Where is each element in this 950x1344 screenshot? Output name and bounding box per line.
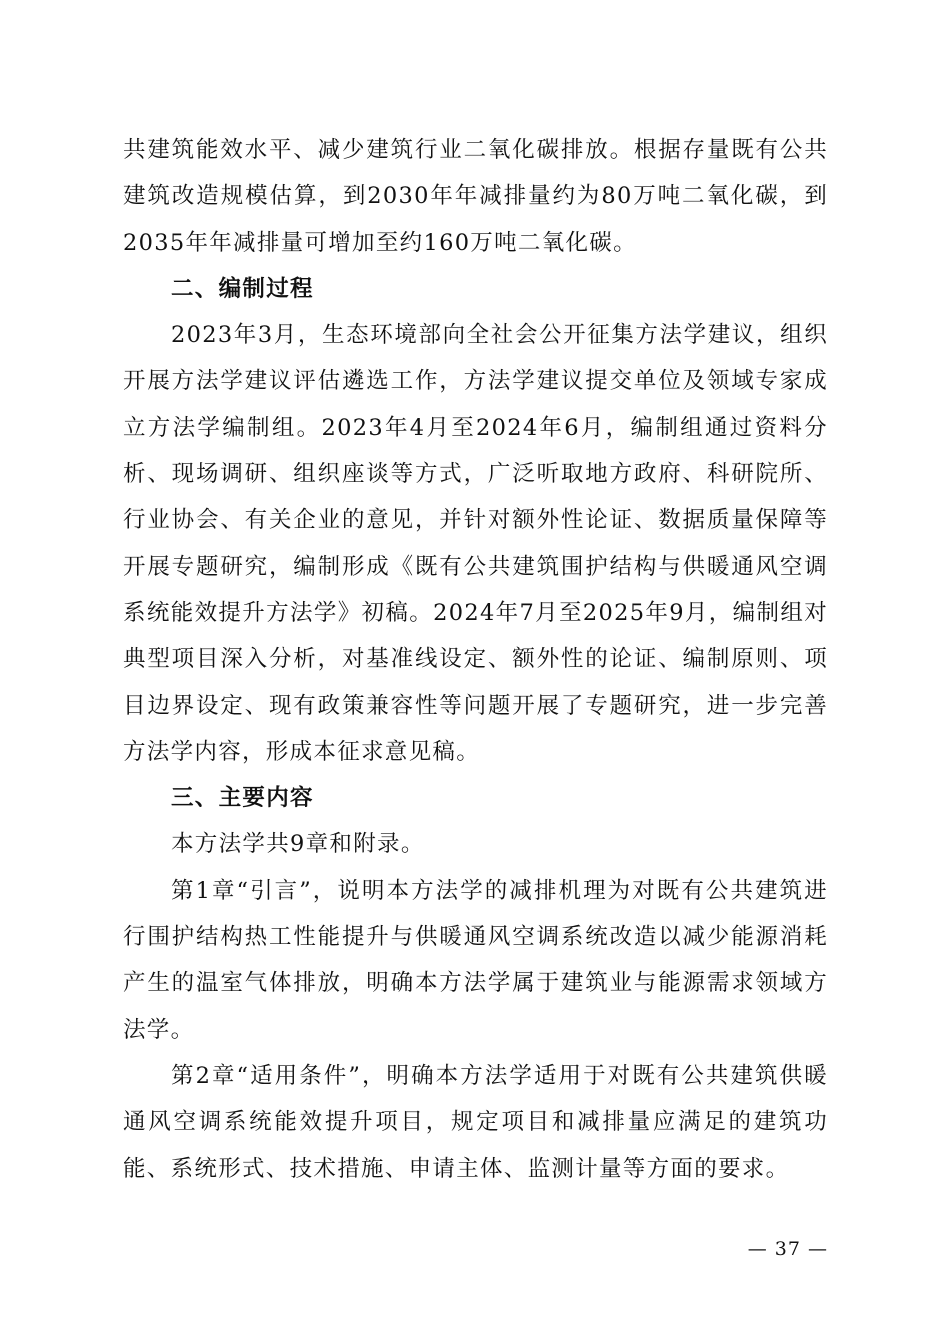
document-body xyxy=(123,127,828,1192)
paragraph-chapter-1: 第1章“引言”，说明本方法学的减排机理为对既有公共建筑进行围护结构热工性能提升与供暖通风空调系统改造以减少能源消耗产生的温室气体排放，明确本方法学属于建筑业与能源需求领域方法学。 xyxy=(123,877,828,1043)
paragraph-chapter-2: 第2章“适用条件”，明确本方法学适用于对既有公共建筑供暖通风空调系统能效提升项目，规定项目和减排量应满足的建筑功能、系统形式、技术措施、申请主体、监测计量等方面的要求。 xyxy=(123,1062,828,1182)
paragraph-process: 2023年3月，生态环境部向全社会公开征集方法学建议，组织开展方法学建议评估遴选工作，方法学建议提交单位及领域专家成立方法学编制组。2023年4月至2024年6月，编制组通过资料分析、现场调研、组织座谈等方式，广泛听取地方政府、科研院所、行业协会、有关企业的意见，并针对额外性论证、数据质量保障等开展专题研究，编制形成《既有公共建筑围护结构与供暖通风空调系统能效提升方法学》初稿。2024年7月至2025年9月，编制组对典型项目深入分析，对基准线设定、额外性的论证、编制原则、项目边界设定、现有政策兼容性等问题开展了专题研究，进一步完善方法学内容，形成本征求意见稿。 xyxy=(123,322,828,765)
paragraph-overview: 本方法学共9章和附录。 xyxy=(171,831,425,858)
page-number: — 37 — xyxy=(747,1238,828,1260)
section-heading-content: 三、主要内容 xyxy=(171,785,314,812)
section-heading-process: 二、编制过程 xyxy=(171,275,314,302)
paragraph-continuation: 共建筑能效水平、减少建筑行业二氧化碳排放。根据存量既有公共建筑改造规模估算，到2030年年减排量约为80万吨二氧化碳，到2035年年减排量可增加至约160万吨二氧化碳。 xyxy=(123,137,828,256)
